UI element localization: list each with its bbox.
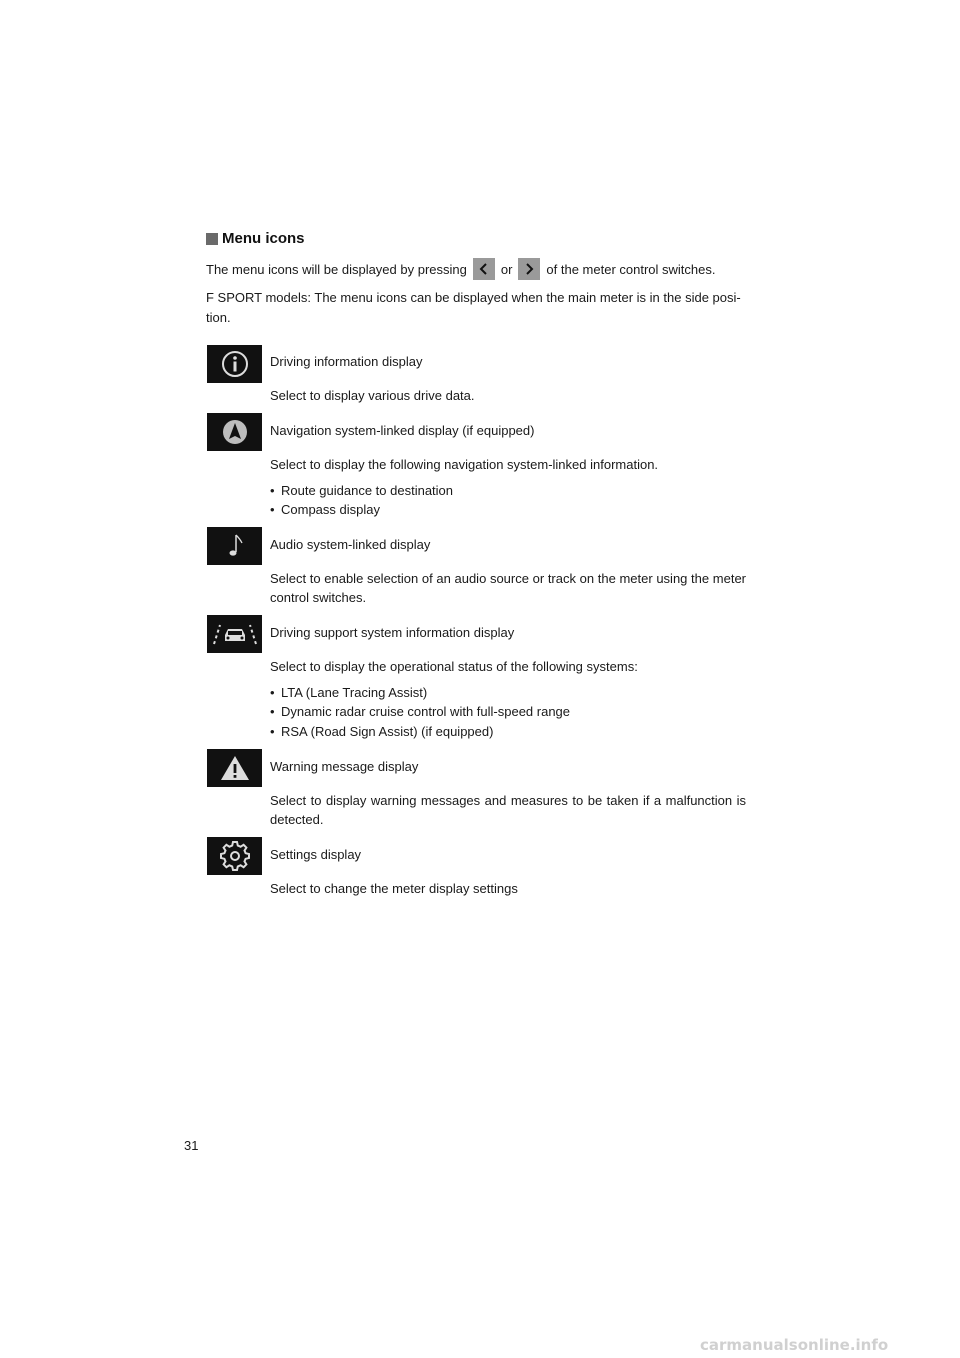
music-note-icon [207, 527, 262, 565]
list-item: • LTA (Lane Tracing Assist) [270, 685, 428, 700]
intro-line [206, 258, 716, 280]
heading-square-icon [206, 233, 218, 245]
intro-before: The menu icons will be displayed by pressing [206, 261, 467, 277]
gear-icon [207, 837, 262, 875]
fsport-note: F SPORT models: The menu icons can be displayed when the main meter is in the side posi-tion. [206, 290, 741, 325]
item-description: Select to enable selection of an audio source or track on the meter using the meter control switches. [270, 571, 746, 605]
item-title: Navigation system-linked display (if equipped) [270, 423, 535, 438]
item-description: Select to display various drive data. [270, 388, 475, 403]
list-item: • Compass display [270, 502, 380, 517]
driving-support-car-icon [207, 615, 262, 653]
page-number: 31 [184, 1138, 199, 1153]
section-title: Menu icons [222, 230, 305, 247]
intro-or: or [500, 261, 513, 277]
item-title: Driving support system information display [270, 625, 515, 640]
info-icon [207, 345, 262, 383]
warning-triangle-icon [207, 749, 262, 787]
item-title: Settings display [270, 847, 362, 862]
item-description: Select to display the following navigation system-linked information. [270, 457, 659, 472]
left-arrow-switch-icon [473, 258, 495, 280]
item-description: Select to display the operational status of the following systems: [270, 659, 638, 674]
navigation-arrow-icon [207, 413, 262, 451]
item-description: Select to change the meter display settings [270, 881, 518, 896]
list-item: • RSA (Road Sign Assist) (if equipped) [270, 724, 494, 739]
item-description: Select to display warning messages and measures to be taken if a malfunction is detected. [270, 793, 746, 827]
item-title: Audio system-linked display [270, 537, 431, 552]
intro-after: of the meter control switches. [546, 261, 716, 277]
watermark: carmanualsonline.info [700, 1336, 889, 1354]
list-item: • Dynamic radar cruise control with full-speed range [270, 704, 571, 719]
item-title: Warning message display [270, 759, 419, 774]
item-title: Driving information display [270, 354, 423, 369]
list-item: • Route guidance to destination [270, 483, 454, 498]
right-arrow-switch-icon [518, 258, 540, 280]
section-heading [206, 230, 305, 247]
